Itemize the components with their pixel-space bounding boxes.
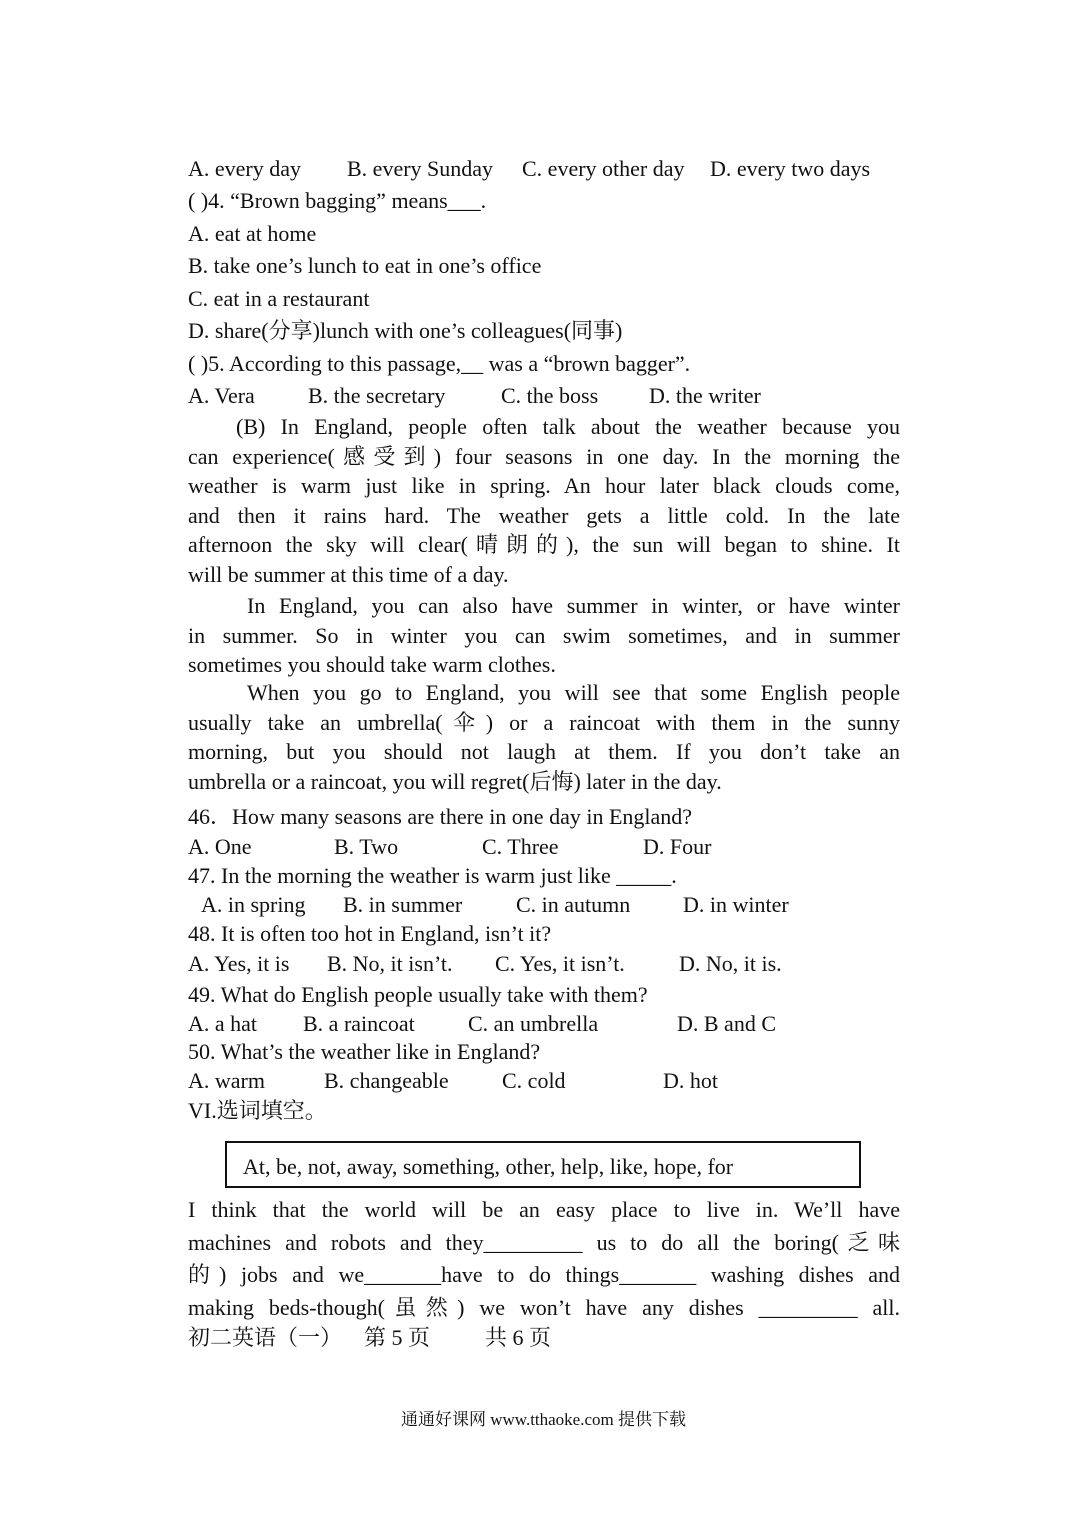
option: D. hot [663,1068,718,1093]
option: B. changeable [324,1068,449,1093]
passage-b-paragraph-1 [188,412,900,589]
q4-option-a: A. eat at home [188,221,317,246]
option: C. in autumn [516,892,631,917]
q4-option-b: B. take one’s lunch to eat in one’s office [188,253,542,278]
section-6-passage [188,1194,900,1324]
option: C. Three [482,834,559,859]
option: C. an umbrella [468,1011,599,1036]
q46-options [188,832,900,861]
option: C. Yes, it isn’t. [495,951,625,976]
word-bank-box: At, be, not, away, something, other, help, like, hope, for [225,1141,861,1188]
passage-line: 的) jobs and we_______have to do things_______ washing dishes and [188,1262,900,1287]
q50-options [188,1066,900,1095]
option: D. B and C [677,1011,776,1036]
q47-stem: 47. In the morning the weather is warm just like _____. [188,863,677,888]
passage-line: In England, you can also have summer in winter, or have winter [247,593,900,618]
option: B. every Sunday [347,156,494,181]
q4-stem: ( )4. “Brown bagging” means___. [188,188,487,213]
q48-options [188,949,900,978]
option: B. in summer [343,892,463,917]
option: C. every other day [522,156,685,181]
passage-line: (B) In England, people often talk about the weather because you [236,414,900,439]
passage-line: will be summer at this time of a day. [188,561,509,587]
option: D. No, it is. [679,951,782,976]
option: A. in spring [201,892,306,917]
q4-option-c: C. eat in a restaurant [188,286,370,311]
option: D. every two days [710,156,871,181]
option: B. a raincoat [303,1011,415,1036]
option: D. the writer [649,383,761,408]
passage-b-paragraph-2 [188,591,900,680]
option: A. Vera [188,383,255,408]
option: D. in winter [683,892,789,917]
option: C. the boss [501,383,599,408]
option: A. a hat [188,1011,258,1036]
option: A. every day [188,156,302,181]
passage-line: can experience(感受到) four seasons in one day. In the morning the [188,443,900,469]
passage-line: in summer. So in winter you can swim sometimes, and in summer [188,622,900,648]
option: B. No, it isn’t. [327,951,453,976]
q49-options [188,1009,900,1038]
passage-line: morning, but you should not laugh at them. If you don’t take an [188,739,900,764]
option: D. Four [643,834,712,859]
option: B. the secretary [308,383,446,408]
option: A. warm [188,1068,265,1093]
q5-stem: ( )5. According to this passage,__ was a “brown bagger”. [188,351,691,376]
option: A. One [188,834,252,859]
passage-line: weather is warm just like in spring. An hour later black clouds come, [188,473,900,498]
passage-line: When you go to England, you will see that some English people [247,680,900,705]
download-source-note: 通通好课网 www.tthaoke.com 提供下载 [400,1410,687,1429]
passage-b-paragraph-3 [188,678,900,796]
q47-options [201,890,913,919]
passage-line: and then it rains hard. The weather gets a little cold. In the late [188,502,900,528]
q5-options [188,381,900,410]
q4-option-d: D. share(分享)lunch with one’s colleagues(同事) [188,318,623,343]
option: C. cold [502,1068,566,1093]
passage-line: usually take an umbrella(伞) or a raincoat with them in the sunny [188,709,900,735]
q49-stem: 49. What do English people usually take with them? [188,982,648,1007]
passage-line: umbrella or a raincoat, you will regret(后悔) later in the day. [188,768,722,794]
passage-line: machines and robots and they_________ us to do all the boring(乏味 [188,1229,900,1255]
q3-options [188,154,900,183]
q46-stem: 46．How many seasons are there in one day in England? [188,804,693,829]
option: A. Yes, it is [188,951,290,976]
page-number-info: 初二英语（一） 第 5 页 共 6 页 [188,1325,552,1350]
passage-line: afternoon the sky will clear(晴朗的), the sun will began to shine. It [188,532,900,557]
passage-line: I think that the world will be an easy place to live in. We’ll have [188,1197,900,1222]
section-6-heading: VI.选词填空。 [188,1098,327,1123]
option: B. Two [334,834,399,859]
q48-stem: 48. It is often too hot in England, isn’t it? [188,921,552,946]
q50-stem: 50. What’s the weather like in England? [188,1039,541,1064]
passage-line: making beds-though(虽然) we won’t have any dishes _________ all. [188,1294,900,1320]
passage-line: sometimes you should take warm clothes. [188,652,556,677]
